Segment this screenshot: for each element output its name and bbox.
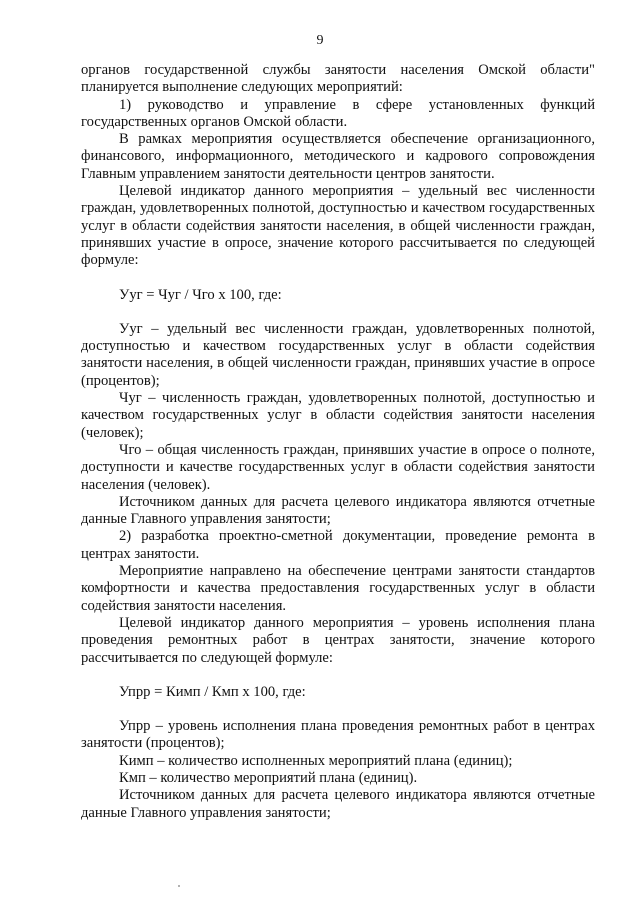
paragraph-data-source-2: Источником данных для расчета целевого индикатора являются отчетные данные Главного управления занятости;	[81, 787, 595, 821]
paragraph-data-source-1: Источником данных для расчета целевого индикатора являются отчетные данные Главного управления занятости;	[81, 493, 595, 528]
paragraph-definition-kimp: Кимп – количество исполненных мероприятий плана (единиц);	[119, 752, 513, 769]
paragraph-definition-chgo: Чго – общая численность граждан, принявших участие в опросе о полноте, доступности и качестве государственных услуг в области содействия занятости населения (человек).	[81, 441, 595, 493]
paragraph-item-2-description: Мероприятие направлено на обеспечение центрами занятости стандартов комфортности и качества предоставления государственных услуг в области содействия занятости населения.	[81, 563, 595, 614]
scan-artifact	[178, 885, 180, 887]
paragraph-item-1-description: В рамках мероприятия осуществляется обеспечение организационного, финансового, информационного, методического и кадрового сопровождения Главным управлением занятости деятельности центров занятости.	[81, 131, 595, 182]
paragraph-intro-continuation: органов государственной службы занятости населения Омской области" планируется выполнение следующих мероприятий:	[81, 62, 595, 96]
formula-2: Упрр = Кимп / Кмп х 100, где:	[119, 683, 306, 700]
document-body	[81, 62, 595, 822]
formula-1: Уyг = Чуг / Чго х 100, где:	[119, 286, 282, 303]
paragraph-definition-chug: Чуг – численность граждан, удовлетворенных полнотой, доступностью и качеством государственных услуг в области содействия занятости населения (человек);	[81, 390, 595, 441]
paragraph-item-2-heading: 2) разработка проектно-сметной документации, проведение ремонта в центрах занятости.	[81, 528, 595, 562]
paragraph-indicator-1: Целевой индикатор данного мероприятия – удельный вес численности граждан, удовлетворенных полнотой, доступностью и качеством государственных услуг в области содействия занятости населения, в общей численности граждан, принявших участие в опросе, значение которого рассчитывается по следующей формуле:	[81, 183, 595, 269]
paragraph-definition-uprr: Упрр – уровень исполнения плана проведения ремонтных работ в центрах занятости (процентов);	[81, 718, 595, 752]
paragraph-item-1-heading: 1) руководство и управление в сфере установленных функций государственных органов Омской области.	[81, 96, 595, 130]
paragraph-definition-kmp: Кмп – количество мероприятий плана (единиц).	[119, 769, 418, 786]
page-number: 9	[316, 33, 324, 48]
paragraph-definition-uyg: Уyг – удельный вес численности граждан, удовлетворенных полнотой, доступностью и качеством государственных услуг в области содействия занятости населения, в общей численности граждан, принявших участие в опросе (процентов);	[81, 320, 595, 389]
paragraph-indicator-2: Целевой индикатор данного мероприятия – уровень исполнения плана проведения ремонтных работ в центрах занятости, значение которого рассчитывается по следующей формуле:	[81, 614, 595, 666]
